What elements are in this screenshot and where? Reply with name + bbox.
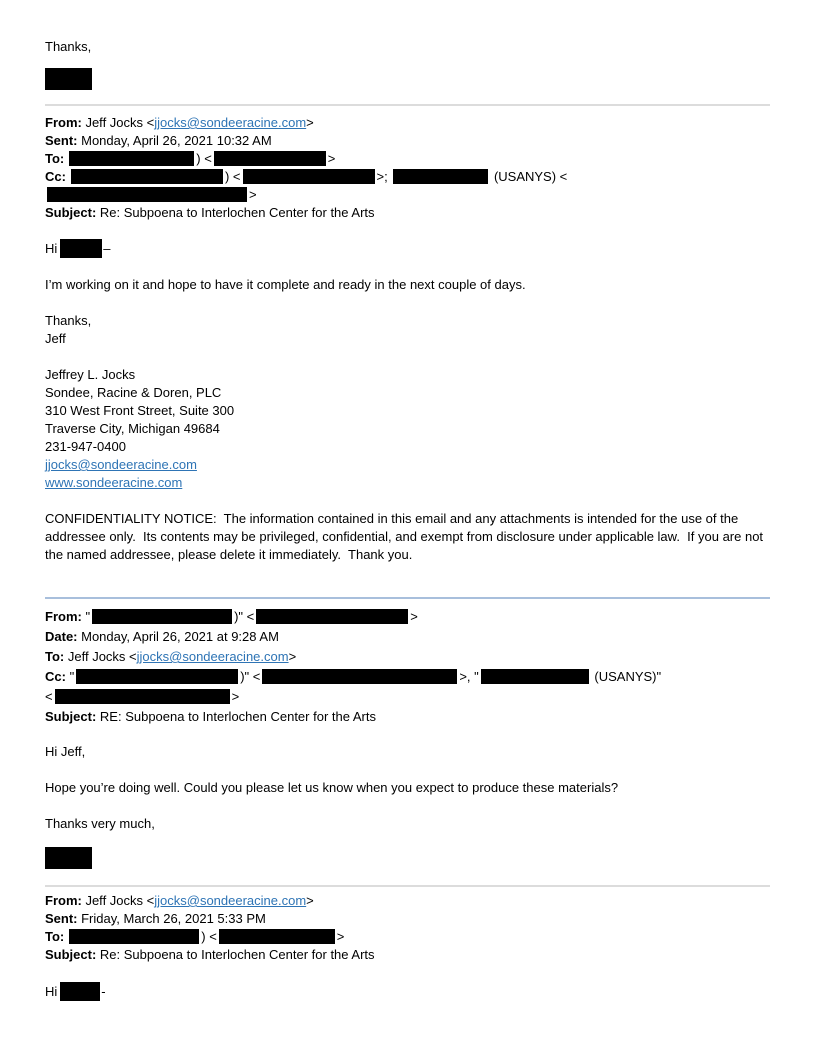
from-value: Jeff Jocks < (81, 115, 155, 130)
to-line (45, 928, 770, 946)
redaction-box (393, 169, 488, 184)
cc-fragment: >; (376, 169, 392, 184)
redaction-box-name (60, 982, 100, 1001)
from-value: Jeff Jocks < (81, 893, 155, 908)
sent-line (45, 132, 770, 150)
cc-fragment: < (45, 689, 53, 704)
date-value: Monday, April 26, 2021 at 9:28 AM (77, 629, 279, 644)
to-label: To: (45, 929, 65, 944)
cc-fragment: (USANYS)" (590, 669, 662, 684)
redaction-box-signature (45, 68, 92, 90)
signoff-line: Jeff (45, 331, 66, 346)
to-fragment: ) < (201, 929, 217, 944)
signature-city: Traverse City, Michigan 49684 (45, 421, 220, 436)
subject-line (45, 707, 770, 727)
signature-phone: 231-947-0400 (45, 439, 126, 454)
cc-line-2 (45, 687, 770, 707)
redaction-box (214, 151, 326, 166)
date-label: Date: (45, 629, 78, 644)
cc-line (45, 168, 770, 204)
greeting-line (45, 982, 770, 1001)
sent-label: Sent: (45, 133, 78, 148)
to-fragment: ) < (196, 151, 212, 166)
email-link[interactable]: jjocks@sondeeracine.com (154, 115, 307, 130)
redaction-box (76, 669, 238, 684)
from-line (45, 607, 770, 627)
date-line (45, 627, 770, 647)
cc-label: Cc: (45, 169, 66, 184)
greeting-dash: – (103, 241, 111, 256)
message1-header (45, 114, 770, 222)
sent-value: Monday, April 26, 2021 10:32 AM (77, 133, 272, 148)
cc-fragment: >, " (459, 669, 479, 684)
redaction-box (256, 609, 408, 624)
signature-web-line (45, 474, 770, 492)
redaction-box (69, 151, 194, 166)
message-separator (45, 885, 770, 887)
message-separator-blue (45, 597, 770, 599)
from-fragment: > (306, 893, 314, 908)
signature-firm: Sondee, Racine & Doren, PLC (45, 385, 222, 400)
greeting-text: Hi (45, 984, 58, 999)
greeting-text: Hi (45, 241, 58, 256)
redaction-box (219, 929, 335, 944)
redaction-box (92, 609, 232, 624)
sent-value: Friday, March 26, 2021 5:33 PM (77, 911, 266, 926)
subject-value: RE: Subpoena to Interlochen Center for the Arts (96, 709, 376, 724)
sent-label: Sent: (45, 911, 78, 926)
redaction-box-name (60, 239, 102, 258)
from-line (45, 114, 770, 132)
subject-line (45, 946, 770, 964)
message3-header (45, 892, 770, 964)
signature-name: Jeffrey L. Jocks (45, 367, 136, 382)
from-fragment: " (81, 609, 91, 624)
cc-label: Cc: (45, 669, 66, 684)
sent-line (45, 910, 770, 928)
message2-header (45, 607, 770, 727)
redaction-box (71, 169, 223, 184)
email-link[interactable]: jjocks@sondeeracine.com (154, 893, 307, 908)
website-link[interactable]: www.sondeeracine.com (45, 475, 183, 490)
closing-line: Thanks, (45, 313, 92, 328)
closing-line: Thanks very much, (45, 816, 155, 831)
signature-street: 310 West Front Street, Suite 300 (45, 403, 235, 418)
body-paragraph: I’m working on it and hope to have it complete and ready in the next couple of days. (45, 277, 526, 292)
email-link[interactable]: jjocks@sondeeracine.com (45, 457, 197, 472)
to-line (45, 647, 770, 667)
from-label: From: (45, 893, 82, 908)
to-label: To: (45, 649, 65, 664)
signature-block (45, 366, 770, 492)
from-label: From: (45, 609, 82, 624)
confidentiality-notice: CONFIDENTIALITY NOTICE: The information contained in this email and any attachments is intended for the use of the addressee only. Its contents may be privileged, confidential, and exempt from disclosure under applicable law. If you are not the named addressee, please delete it immediately. Thank you. (45, 511, 767, 562)
greeting-line: Hi Jeff, (45, 744, 86, 759)
greeting-line (45, 239, 770, 258)
from-close: > (306, 115, 314, 130)
redaction-box-signature (45, 847, 92, 869)
cc-fragment: " (65, 669, 75, 684)
redaction-box (243, 169, 375, 184)
cc-fragment: > (231, 689, 240, 704)
subject-label: Subject: (45, 205, 97, 220)
cc-fragment: ) < (224, 169, 241, 184)
subject-label: Subject: (45, 947, 97, 962)
to-fragment: > (327, 151, 336, 166)
from-fragment: )" < (234, 609, 255, 624)
top-closing-line: Thanks, (45, 39, 92, 54)
to-fragment: > (288, 649, 297, 664)
signature-email-line (45, 456, 770, 474)
email-link[interactable]: jjocks@sondeeracine.com (136, 649, 289, 664)
subject-line (45, 204, 770, 222)
redaction-box (47, 187, 247, 202)
cc-fragment: )" < (240, 669, 261, 684)
redaction-box (69, 929, 199, 944)
message-separator (45, 104, 770, 106)
subject-value: Re: Subpoena to Interlochen Center for the Arts (96, 947, 375, 962)
cc-line (45, 667, 770, 687)
to-label: To: (45, 151, 65, 166)
to-fragment: > (336, 929, 345, 944)
redaction-box (481, 669, 589, 684)
to-line (45, 150, 770, 168)
from-label: From: (45, 115, 82, 130)
subject-value: Re: Subpoena to Interlochen Center for the Arts (96, 205, 375, 220)
from-fragment: > (410, 609, 418, 624)
subject-label: Subject: (45, 709, 97, 724)
body-paragraph: Hope you’re doing well. Could you please let us know when you expect to produce these materials? (45, 780, 619, 795)
redaction-box (262, 669, 457, 684)
redaction-box (55, 689, 230, 704)
from-line (45, 892, 770, 910)
to-value: Jeff Jocks < (64, 649, 137, 664)
cc-fragment: > (249, 187, 257, 202)
cc-fragment: (USANYS) < (490, 169, 568, 184)
greeting-dash: - (101, 984, 106, 999)
